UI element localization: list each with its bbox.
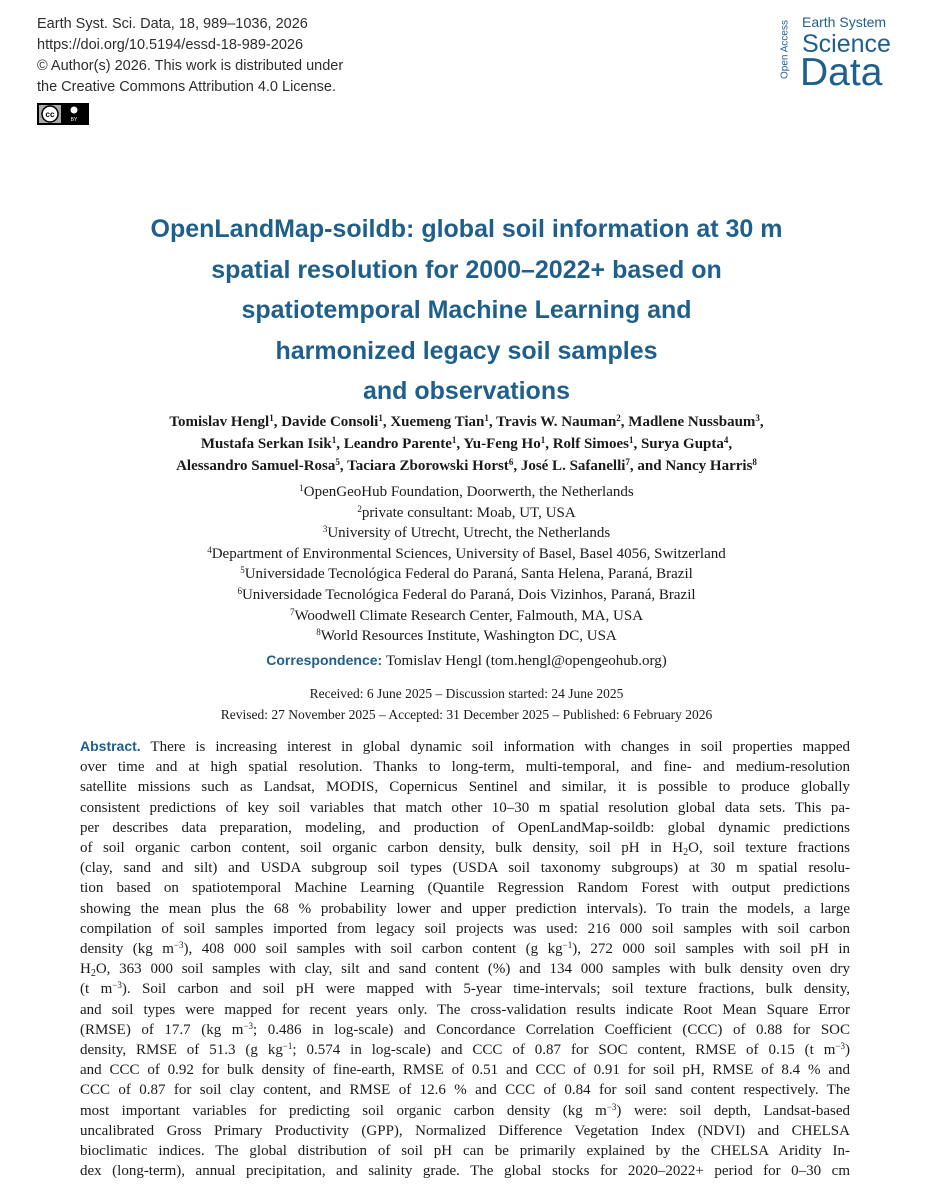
affiliation: $^6$Universidade Tecnológica Federal do Paraná, Dois Vizinhos, Paraná, Brazil [237,585,696,603]
abstract-line: dex (long-term), annual precipitation, and salinity grade. The global stocks for 2020–2022+ period for 0–30 cm [80,1163,850,1180]
abstract-line: bioclimatic indices. The global distribution of soil pH can be primarily explained by the CHELSA Aridity In- [80,1143,850,1160]
affiliation: $^4$Department of Environmental Sciences, University of Basel, Basel 4056, Switzerland [207,544,726,562]
abstract-line: and soil types were mapped for recent years only. The cross-validation results indicate Root Mean Square Error [80,1001,850,1018]
correspondence-email[interactable]: Tomislav Hengl (tom.hengl@opengeohub.org) [385,653,667,669]
author: José L. Safanelli$^7$ [520,457,630,474]
abstract-line: density, RMSE of 51.3 (g $kg^{-1}$; 0.574 in log-scale) and CCC of 0.87 for SOC content, RMSE of 0.15 (t $m^{-3}$) [80,1041,850,1059]
affiliation: $^5$Universidade Tecnológica Federal do Paraná, Santa Helena, Paraná, Brazil [240,565,693,583]
abstract-line: Abstract. There is increasing interest in global dynamic soil information with changes in soil properties mapped [80,738,850,755]
logo-science: Science [802,30,891,58]
title-line: harmonized legacy soil samples [275,336,658,365]
abstract-line: of soil organic carbon content, soil organic carbon density, bulk density, soil pH in $H_2O$, soil texture fractions [80,840,850,859]
abstract-line: and CCC of 0.92 for bulk density of fine-earth, RMSE of 0.51 and CCC of 0.91 for soil pH, RMSE of 8.4 % and [80,1062,850,1079]
journal-header [37,14,557,98]
abstract-line: compilation of soil samples imported from legacy soil projects was used: 216 000 soil samples with soil carbon [80,920,850,937]
author: Rolf Simoes$^1$ [552,435,634,452]
author: Alessandro Samuel-Rosa$^5$ [176,457,340,474]
copyright-notice: © Author(s) 2026. This work is distributed under [37,58,344,74]
author: Mustafa Serkan Isik$^1$ [200,435,337,452]
affiliation: $^8$World Resources Institute, Washington DC, USA [316,627,617,645]
license-notice[interactable]: the Creative Commons Attribution 4.0 License. [37,79,337,95]
dates-published: Revised: 27 November 2025 – Accepted: 31 December 2025 – Published: 6 February 2026 [220,706,713,722]
abstract-line: over time and at high spatial resolution. Thanks to long-term, multi-temporal, and fine- and medium-resolution [80,759,850,776]
abstract-line: $H_2O$, 363 000 soil samples with clay, silt and sand content (%) and 134 000 samples with bulk density oven dry [80,961,850,980]
author: Tomislav Hengl$^1$ [169,413,274,430]
dates-received: Received: 6 June 2025 – Discussion started: 24 June 2025 [309,686,624,701]
author: Nancy Harris$^8$ [665,457,757,474]
author: Leandro Parente$^1$ [343,435,457,452]
open-access-label: Open Access [779,20,791,79]
abstract-line: showing the mean plus the 68 % probability lower and upper prediction intervals). To train the models, a large [80,900,850,917]
abstract-line: CCC of 0.87 for soil clay content, and RMSE of 12.6 % and CCC of 0.84 for soil sand content respectively. The [80,1082,850,1099]
author: Davide Consoli$^1$ [281,413,383,430]
title-line: and observations [363,377,570,405]
title-line: spatial resolution for 2000–2022+ based on [211,255,722,284]
author: Xuemeng Tian$^1$ [390,413,489,430]
correspondence-label: Correspondence: [266,652,383,668]
affiliation: $^2$private consultant: Moab, UT, USA [357,503,576,521]
abstract-line: tion based on spatiotemporal Machine Learning (Quantile Regression Random Forest with output predictions [80,880,850,897]
title-line: spatiotemporal Machine Learning and [241,296,692,324]
citation: Earth Syst. Sci. Data, 18, 989–1036, 2026 [37,16,308,32]
paper-title [60,209,873,412]
author: Yu-Feng Ho$^1$ [463,435,546,452]
publication-dates [60,684,873,725]
cc-label: cc [45,110,55,119]
abstract-line: (clay, sand and silt) and USDA subgroup soil types (USDA soil taxonomy subgroups) at 30 m spatial resolu- [80,860,850,877]
abstract-line: uncalibrated Gross Primary Productivity (GPP), Normalized Difference Vegetation Index (NDVI) and CHELSA [80,1122,850,1139]
author: Madlene Nussbaum$^3$ [628,413,760,430]
abstract-line: (RMSE) of 17.7 (kg $m^{-3}$; 0.486 in log-scale) and Concordance Correlation Coefficient (CCC) of 0.88 for SOC [80,1020,850,1038]
logo-earth-system: Earth System [802,14,887,30]
abstract-line: per describes data preparation, modeling, and production of OpenLandMap-soildb: global dynamic predictions [80,819,850,836]
abstract-line: (t $m^{-3}$). Soil carbon and soil pH were mapped with 5-year time-intervals; soil texture fractions, bulk density, [80,980,850,998]
affiliation: $^1$OpenGeoHub Foundation, Doorwerth, the Netherlands [299,483,634,500]
author: Surya Gupta$^4$ [640,435,729,452]
doi-link[interactable]: https://doi.org/10.5194/essd-18-989-2026 [37,37,304,53]
author: Travis W. Nauman$^2$ [496,413,621,430]
abstract-line: most important variables for predicting soil organic carbon density (kg $m^{-3}$) were: soil depth, Landsat-based [80,1101,850,1119]
affiliation: $^7$Woodwell Climate Research Center, Falmouth, MA, USA [289,606,644,624]
by-label: BY [70,117,78,123]
author: Taciara Zborowski Horst$^6$ [347,457,514,474]
logo-data: Data [800,51,883,94]
abstract [80,736,850,1181]
abstract-line: satellite missions such as Landsat, MODIS, Copernicus Sentinel and similar, it is possible to produce globally [80,779,850,796]
title-line: OpenLandMap-soildb: global soil information at 30 m [150,215,783,243]
cc-by-license-badge[interactable] [37,103,89,125]
abstract-label: Abstract. [80,738,141,754]
correspondence [60,649,873,672]
journal-logo [779,14,902,96]
abstract-line: density (kg $m^{-3}$), 408 000 soil samples with soil carbon content (g $kg^{-1}$), 272 000 soil samples with soil pH in [80,940,850,958]
author-list: Tomislav Hengl$^1$, Davide Consoli$^1$, Xuemeng Tian$^1$, Travis W. Nauman$^2$, Madlene Nussbaum$^3$, Mustafa Serkan Isik$^1$, Leandro Parente$^1$, Yu-Feng Ho$^1$, Rolf Simoes$^1$, Surya Gupta$^4$, Alessandro Samuel-Rosa$^5$, Taciara Zborowski Horst$^6$, José L. Safanelli$^7$, and Nancy Harris$^8$ [169,413,764,474]
abstract-line: consistent predictions of key soil variables that match other 10–30 m spatial resolution global data sets. This pa- [80,799,850,816]
affiliation-list [60,482,873,647]
affiliation: $^3$University of Utrecht, Utrecht, the Netherlands [322,524,611,542]
cc-by-icon [38,104,88,124]
